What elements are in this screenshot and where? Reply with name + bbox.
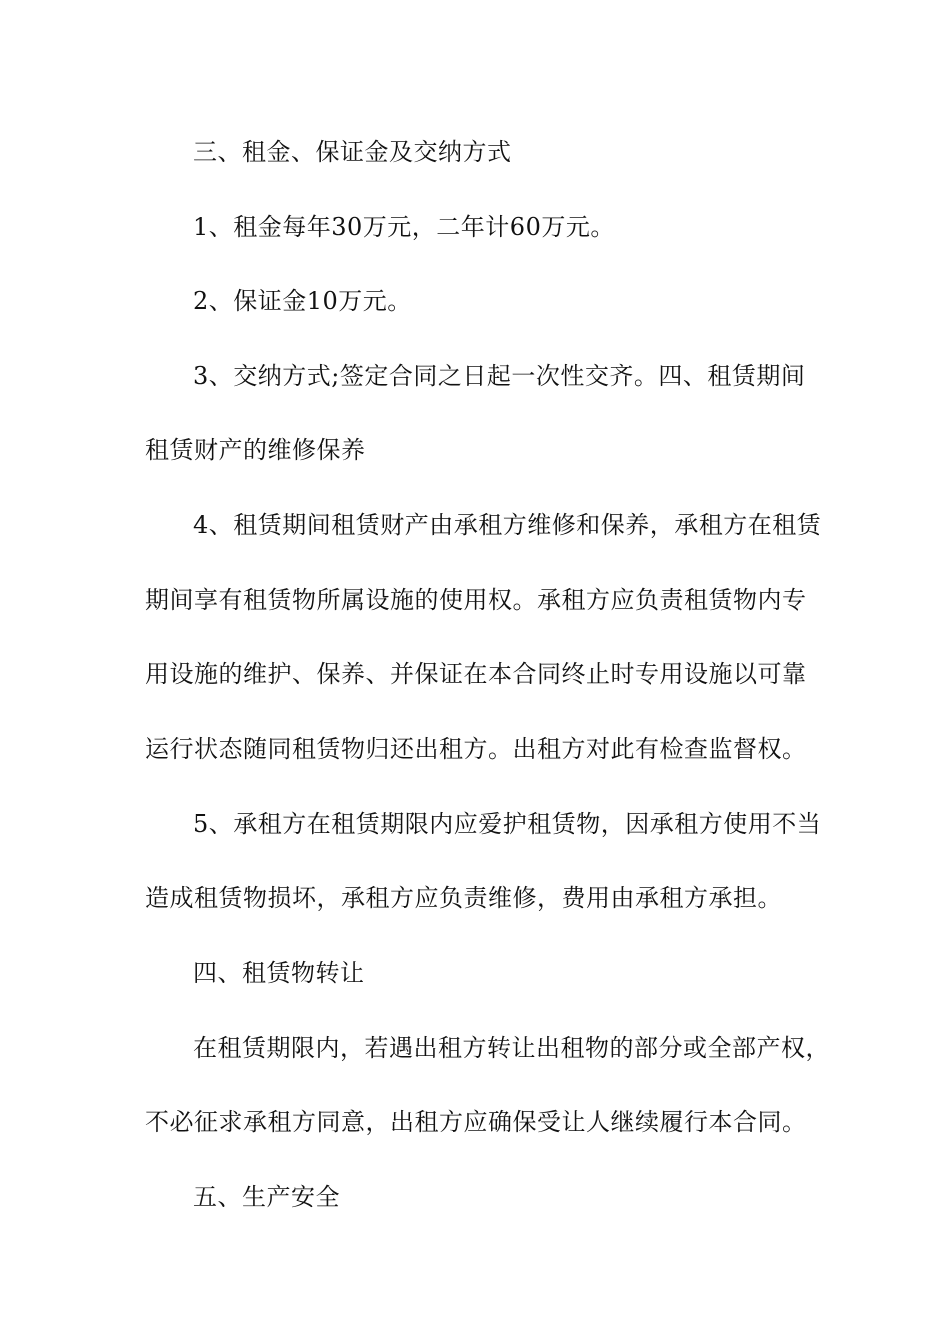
paragraph-line: 3、交纳方式;签定合同之日起一次性交齐。四、租赁期间: [193, 362, 806, 390]
paragraph-line: 期间享有租赁物所属设施的使用权。承租方应负责租赁物内专: [145, 586, 807, 614]
section-heading: 四、租赁物转让: [193, 959, 365, 987]
paragraph-line: 运行状态随同租赁物归还出租方。出租方对此有检查监督权。: [145, 735, 807, 763]
paragraph-line: 在租赁期限内，若遇出租方转让出租物的部分或全部产权，: [193, 1034, 830, 1062]
paragraph-line: 造成租赁物损坏，承租方应负责维修，费用由承租方承担。: [145, 884, 782, 912]
paragraph-line: 1、租金每年30万元，二年计60万元。: [193, 213, 615, 241]
paragraph-line: 5、承租方在租赁期限内应爱护租赁物，因承租方使用不当: [193, 810, 822, 838]
section-heading: 三、租金、保证金及交纳方式: [193, 138, 512, 166]
section-heading: 五、生产安全: [193, 1183, 340, 1211]
paragraph-line: 用设施的维护、保养、并保证在本合同终止时专用设施以可靠: [145, 660, 807, 688]
paragraph-line: 4、租赁期间租赁财产由承租方维修和保养，承租方在租赁: [193, 511, 822, 539]
paragraph-line: 2、保证金10万元。: [193, 287, 412, 315]
paragraph-line: 租赁财产的维修保养: [145, 436, 366, 464]
paragraph-line: 不必征求承租方同意，出租方应确保受让人继续履行本合同。: [145, 1108, 807, 1136]
